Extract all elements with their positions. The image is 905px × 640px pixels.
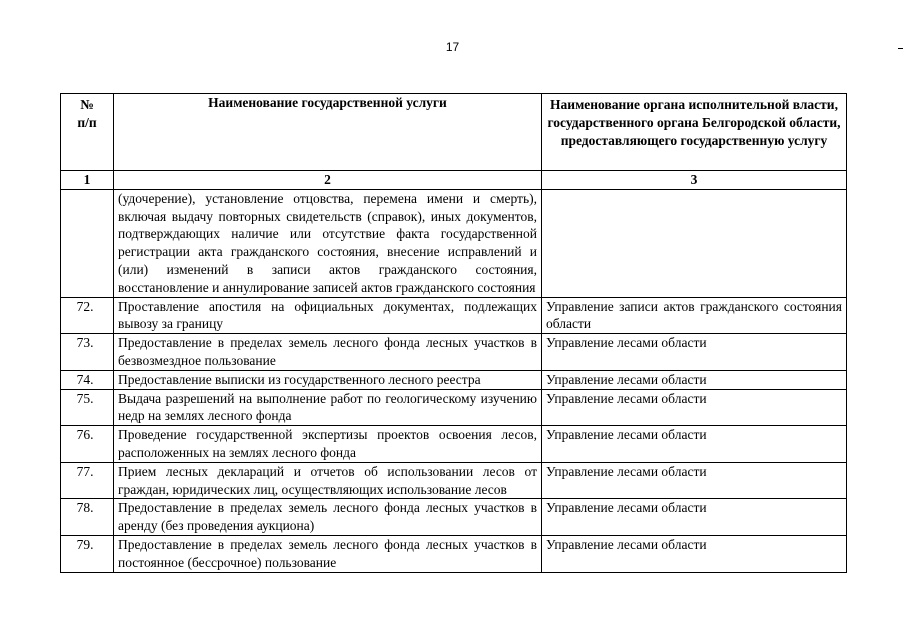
header-num: № п/п — [61, 94, 114, 171]
table-row — [61, 499, 847, 536]
table-row — [61, 462, 847, 499]
header-row — [61, 94, 847, 171]
index-cell: 1 — [61, 171, 114, 190]
row-number: 75. — [61, 389, 114, 426]
page-number: 17 — [445, 40, 460, 54]
service-name: Прием лесных деклараций и отчетов об использовании лесов от граждан, юридических лиц, осуществляющих использование лесов — [114, 462, 542, 499]
edge-mark — [898, 48, 903, 49]
row-number: 77. — [61, 462, 114, 499]
service-name: Проведение государственной экспертизы проектов освоения лесов, расположенных на землях лесного фонда — [114, 426, 542, 463]
authority-name: Управление лесами области — [542, 535, 847, 572]
authority-name: Управление лесами области — [542, 334, 847, 371]
index-cell: 2 — [114, 171, 542, 190]
authority-name: Управление лесами области — [542, 389, 847, 426]
table-row — [61, 426, 847, 463]
service-name: Предоставление в пределах земель лесного фонда лесных участков в постоянное (бессрочное) пользование — [114, 535, 542, 572]
row-number: 79. — [61, 535, 114, 572]
row-number: 74. — [61, 370, 114, 389]
row-number: 78. — [61, 499, 114, 536]
authority-name — [542, 189, 847, 297]
authority-name: Управление лесами области — [542, 370, 847, 389]
table-row — [61, 389, 847, 426]
header-service: Наименование государственной услуги — [114, 94, 542, 171]
service-name: (удочерение), установление отцовства, перемена имени и смерть), включая выдачу повторных свидетельств (справок), иных документов, подтверждающих наличие или отсутствие факта государственной регистрации акта гражданского состояния, внесение исправлений и (или) изменений в записи актов гражданского состояния, восстановление и аннулирование записей актов гражданского состояния — [114, 189, 542, 297]
authority-name: Управление лесами области — [542, 499, 847, 536]
authority-name: Управление лесами области — [542, 462, 847, 499]
table-header — [61, 94, 847, 190]
index-row — [61, 171, 847, 190]
row-number: 76. — [61, 426, 114, 463]
table-row — [61, 189, 847, 297]
service-name: Предоставление в пределах земель лесного фонда лесных участков в безвозмездное пользование — [114, 334, 542, 371]
table-row — [61, 370, 847, 389]
service-name: Выдача разрешений на выполнение работ по геологическому изучению недр на землях лесного фонда — [114, 389, 542, 426]
row-number: 72. — [61, 297, 114, 334]
service-name: Предоставление в пределах земель лесного фонда лесных участков в аренду (без проведения аукциона) — [114, 499, 542, 536]
services-table — [60, 93, 847, 573]
table-body — [61, 189, 847, 572]
row-number: 73. — [61, 334, 114, 371]
index-cell: 3 — [542, 171, 847, 190]
authority-name: Управление лесами области — [542, 426, 847, 463]
authority-name: Управление записи актов гражданского состояния области — [542, 297, 847, 334]
header-authority: Наименование органа исполнительной власти, государственного органа Белгородской области, предоставляющего государственную услугу — [542, 94, 847, 171]
row-number — [61, 189, 114, 297]
service-name: Проставление апостиля на официальных документах, подлежащих вывозу за границу — [114, 297, 542, 334]
service-name: Предоставление выписки из государственного лесного реестра — [114, 370, 542, 389]
table-row — [61, 334, 847, 371]
table-row — [61, 297, 847, 334]
table-row — [61, 535, 847, 572]
